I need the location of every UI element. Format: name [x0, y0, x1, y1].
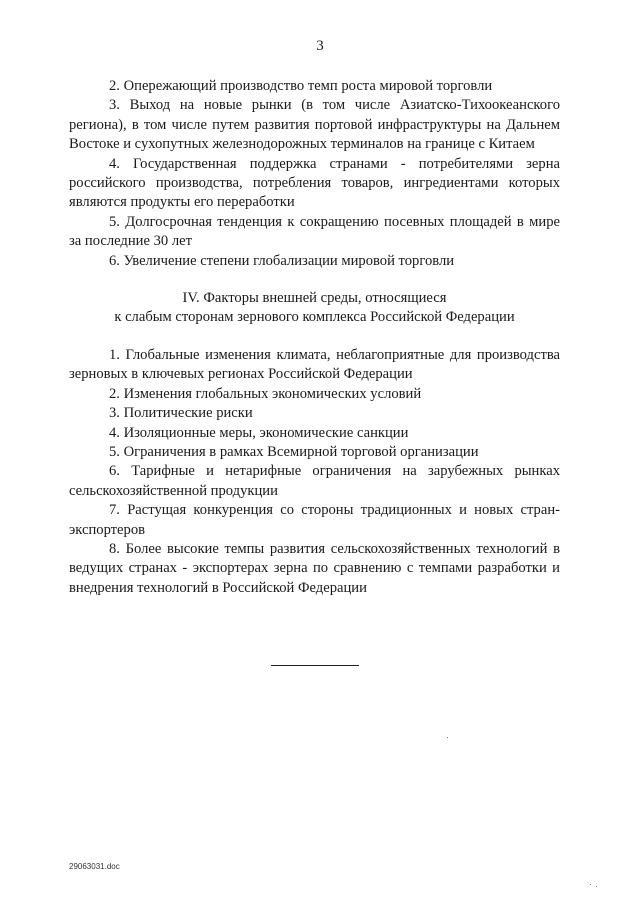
end-rule: [271, 665, 359, 666]
document-body: [69, 77, 560, 598]
list-item: 2. Опережающий производство темп роста мировой торговли: [109, 78, 493, 94]
list-item: 2. Изменения глобальных экономических условий: [109, 385, 422, 402]
footer-filename: 29063031.doc: [69, 862, 120, 871]
list-item: 7. Растущая конкуренция со стороны традиционных и новых стран-экспортеров: [69, 502, 560, 538]
list-item: 6. Тарифные и нетарифные ограничения на зарубежных рынках сельскохозяйственной продукции: [69, 463, 560, 499]
list-item: 1. Глобальные изменения климата, неблагоприятные для производства зерновых в ключевых регионах Российской Федерации: [69, 346, 560, 383]
scan-speck: [447, 737, 448, 738]
page-number: 3: [316, 38, 324, 54]
list-item: 3. Политические риски: [109, 405, 253, 422]
list-top: [69, 77, 560, 271]
list-item: 8. Более высокие темпы развития сельскохозяйственных технологий в ведущих странах - экспортерах зерна по сравнению с темпами разработки и внедрения технологий в Российской Федерации: [69, 540, 560, 596]
list-item: 3. Выход на новые рынки (в том числе Азиатско-Тихоокеанского региона), в том числе путем развития портовой инфраструктуры на Дальнем Востоке и сухопутных железнодорожных терминалов на границе с Китаем: [69, 97, 560, 153]
list-item: 4. Изоляционные меры, экономические санкции: [109, 424, 409, 441]
list-item: 5. Ограничения в рамках Всемирной торговой организации: [109, 443, 479, 460]
list-item: 4. Государственная поддержка странами - потребителями зерна российского производства, потребления товаров, ингредиентами которых являются продукты его переработки: [69, 155, 560, 211]
list-item: 6. Увеличение степени глобализации мировой торговли: [109, 252, 455, 269]
section-heading: [69, 289, 560, 328]
list-item: 5. Долгосрочная тенденция к сокращению посевных площадей в мире за последние 30 лет: [69, 213, 560, 250]
list-bottom: [69, 346, 560, 598]
scan-speck: [590, 884, 591, 885]
scan-speck: [596, 886, 597, 887]
section-heading-line-1: IV. Факторы внешней среды, относящиеся: [182, 290, 447, 307]
section-heading-line-2: к слабым сторонам зернового комплекса Российской Федерации: [114, 309, 515, 326]
